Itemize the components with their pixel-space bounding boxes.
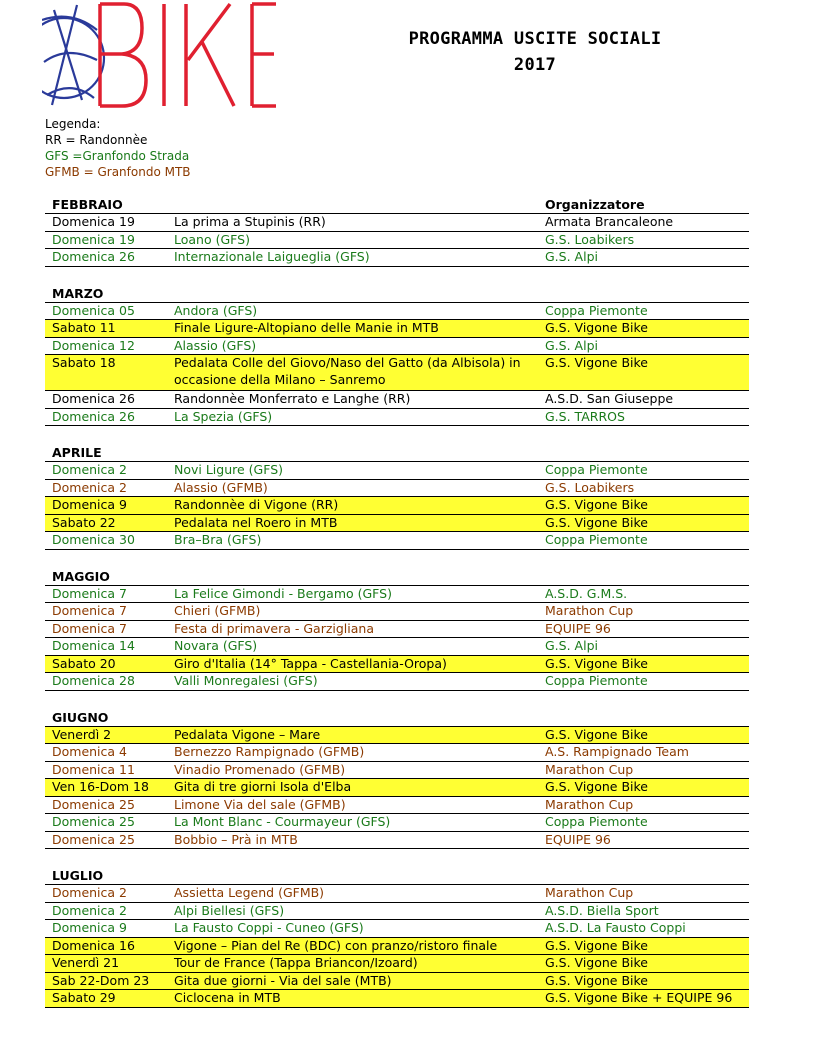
event-organizer: A.S.D. G.M.S. [545,585,628,601]
event-date: Domenica 25 [52,796,135,812]
table-row [45,973,749,991]
table-row [45,727,749,745]
table-row [45,515,749,533]
event-organizer: EQUIPE 96 [545,831,611,847]
event-organizer: A.S.D. San Giuseppe [545,391,674,406]
event-organizer: Coppa Piemonte [545,302,648,318]
table-row [45,814,749,832]
month-header [45,568,749,586]
month-section [45,867,749,1008]
table-row [45,409,749,427]
event-name: Alassio (GFMB) [174,479,268,495]
event-date: Ven 16-Dom 18 [52,779,149,794]
event-organizer: Coppa Piemonte [545,814,648,829]
event-date: Sabato 29 [52,990,116,1005]
month-header [45,709,749,727]
table-row [45,232,749,250]
event-name: Festa di primavera - Garzigliana [174,620,374,636]
event-name: Pedalata nel Roero in MTB [174,514,338,530]
event-name: Novara (GFS) [174,638,258,653]
event-organizer: Marathon Cup [545,885,634,900]
event-name: Pedalata Vigone – Mare [174,726,321,742]
title-line-2: 2017 [513,55,557,75]
event-organizer: Coppa Piemonte [545,462,648,477]
event-date: Sabato 18 [52,355,116,370]
section-gap [45,691,749,709]
event-organizer: Armata Brancaleone [545,214,674,229]
event-organizer: G.S. Vigone Bike [545,955,648,970]
event-date: Domenica 26 [52,249,135,264]
event-date: Sabato 11 [52,320,116,335]
event-organizer: G.S. Vigone Bike [545,355,648,370]
event-name: Loano (GFS) [174,231,250,247]
event-date: Venerdì 2 [52,726,112,742]
event-name: Alassio (GFS) [174,337,257,353]
event-date: Domenica 05 [52,302,135,318]
event-name: Assietta Legend (GFMB) [174,885,325,900]
month-name: MARZO [52,285,104,301]
event-date: Domenica 14 [52,638,135,653]
event-name: Pedalata Colle del Giovo/Naso del Gatto (da Albisola) in occasione della Milano – Sanremo [174,355,521,387]
legend [45,116,191,180]
event-date: Domenica 2 [52,462,127,477]
schedule-table [45,196,749,1008]
month-section [45,709,749,850]
event-name: Vinadio Promenado (GFMB) [174,761,346,777]
month-name: LUGLIO [52,868,104,883]
event-date: Domenica 25 [52,831,135,847]
month-section [45,196,749,267]
table-row [45,320,749,338]
event-organizer: G.S. Vigone Bike [545,937,648,953]
event-name: Tour de France (Tappa Briancon/Izoard) [174,955,418,970]
event-organizer: EQUIPE 96 [545,620,611,636]
table-row [45,214,749,232]
table-row [45,249,749,267]
event-organizer: G.S. Alpi [545,337,598,353]
event-organizer: G.S. Vigone Bike [545,972,648,988]
event-organizer: G.S. Vigone Bike + EQUIPE 96 [545,990,733,1005]
bike-logo-graphic [42,0,277,110]
event-organizer: G.S. Loabikers [545,231,635,247]
table-row [45,797,749,815]
event-name: Internazionale Laigueglia (GFS) [174,249,370,264]
event-name: La Fausto Coppi - Cuneo (GFS) [174,920,364,935]
page-title [300,26,770,78]
event-date: Domenica 2 [52,902,127,918]
table-row [45,586,749,604]
title-line-1: PROGRAMMA USCITE SOCIALI [408,29,662,49]
month-section [45,568,749,691]
event-date: Domenica 2 [52,479,127,495]
event-date: Domenica 16 [52,937,135,953]
table-row [45,480,749,498]
event-name: Gita due giorni - Via del sale (MTB) [174,972,392,988]
month-section [45,444,749,550]
legend-gfmb: GFMB = Granfondo MTB [45,165,191,179]
table-row [45,779,749,797]
event-organizer: G.S. Vigone Bike [545,514,648,530]
section-gap [45,550,749,568]
event-date: Domenica 9 [52,920,127,935]
section-gap [45,267,749,285]
event-date: Domenica 4 [52,744,127,759]
event-organizer: Marathon Cup [545,796,634,812]
event-name: La prima a Stupinis (RR) [174,214,326,229]
event-organizer: A.S.D. La Fausto Coppi [545,920,686,935]
table-row [45,762,749,780]
month-name: GIUGNO [52,709,109,725]
month-header [45,285,749,303]
event-name: Novi Ligure (GFS) [174,462,284,477]
event-organizer: A.S. Rampignado Team [545,744,689,759]
month-header [45,196,749,214]
event-date: Domenica 7 [52,585,127,601]
table-row [45,338,749,356]
event-organizer: G.S. TARROS [545,408,625,424]
event-name: Vigone – Pian del Re (BDC) con pranzo/ristoro finale [174,937,498,953]
event-name: La Mont Blanc - Courmayeur (GFS) [174,814,391,829]
event-date: Domenica 25 [52,814,135,829]
event-date: Domenica 26 [52,391,135,406]
table-row [45,497,749,515]
table-row [45,990,749,1008]
event-organizer: G.S. Alpi [545,249,598,264]
table-row [45,391,749,409]
wheel-icon [42,5,104,105]
event-date: Venerdì 21 [52,955,120,970]
event-name: La Spezia (GFS) [174,408,273,424]
event-date: Domenica 30 [52,532,135,547]
event-name: Giro d'Italia (14° Tappa - Castellania-Oropa) [174,655,447,671]
event-date: Sabato 22 [52,514,116,530]
event-date: Domenica 2 [52,885,127,900]
event-name: Alpi Biellesi (GFS) [174,902,285,918]
event-name: Chieri (GFMB) [174,603,261,618]
legend-heading: Legenda: [45,117,101,131]
table-row [45,885,749,903]
event-organizer: G.S. Vigone Bike [545,497,648,512]
month-section [45,285,749,427]
legend-rr: RR = Randonnèe [45,133,148,147]
organizer-column-header: Organizzatore [545,197,645,212]
event-name: Valli Monregalesi (GFS) [174,673,318,688]
table-row [45,532,749,550]
event-date: Domenica 9 [52,497,127,512]
table-row [45,938,749,956]
table-row [45,462,749,480]
event-name: Andora (GFS) [174,302,258,318]
event-date: Domenica 12 [52,337,135,353]
bike-logo [42,0,277,110]
event-name: Randonnèe Monferrato e Langhe (RR) [174,391,411,406]
table-row [45,603,749,621]
month-name: APRILE [52,445,102,460]
table-row [45,638,749,656]
event-organizer: Marathon Cup [545,761,634,777]
event-organizer: A.S.D. Biella Sport [545,902,659,918]
section-gap [45,426,749,444]
event-date: Sab 22-Dom 23 [52,972,150,988]
event-organizer: G.S. Alpi [545,638,598,653]
month-header [45,867,749,885]
table-row [45,955,749,973]
event-organizer: G.S. Vigone Bike [545,320,648,335]
table-row [45,744,749,762]
event-date: Domenica 19 [52,231,135,247]
event-name: Finale Ligure-Altopiano delle Manie in MTB [174,320,439,335]
event-organizer: Coppa Piemonte [545,532,648,547]
event-name: La Felice Gimondi - Bergamo (GFS) [174,585,392,601]
event-date: Sabato 20 [52,655,116,671]
event-name: Randonnèe di Vigone (RR) [174,497,339,512]
month-header [45,444,749,462]
event-organizer: G.S. Vigone Bike [545,655,648,671]
event-name: Gita di tre giorni Isola d'Elba [174,779,352,794]
legend-gfs: GFS =Granfondo Strada [45,149,190,163]
table-row [45,621,749,639]
event-date: Domenica 11 [52,761,135,777]
event-date: Domenica 28 [52,673,135,688]
event-date: Domenica 19 [52,214,135,229]
event-name: Bernezzo Rampignado (GFMB) [174,744,365,759]
table-row [45,673,749,691]
event-name: Limone Via del sale (GFMB) [174,796,346,812]
section-gap [45,849,749,867]
table-row [45,903,749,921]
event-date: Domenica 7 [52,603,127,618]
event-organizer: Marathon Cup [545,603,634,618]
table-row [45,920,749,938]
event-name: Bobbio – Prà in MTB [174,831,298,847]
bike-letters [100,4,276,106]
table-row [45,832,749,850]
event-organizer: G.S. Loabikers [545,479,635,495]
event-name: Ciclocena in MTB [174,990,281,1005]
event-organizer: G.S. Vigone Bike [545,779,648,794]
event-date: Domenica 7 [52,620,127,636]
table-row [45,303,749,321]
event-organizer: Coppa Piemonte [545,673,648,688]
table-row [45,355,749,391]
event-name: Bra–Bra (GFS) [174,532,262,547]
event-date: Domenica 26 [52,408,135,424]
month-name: FEBBRAIO [52,197,123,212]
month-name: MAGGIO [52,568,110,584]
event-organizer: G.S. Vigone Bike [545,726,648,742]
table-row [45,656,749,674]
